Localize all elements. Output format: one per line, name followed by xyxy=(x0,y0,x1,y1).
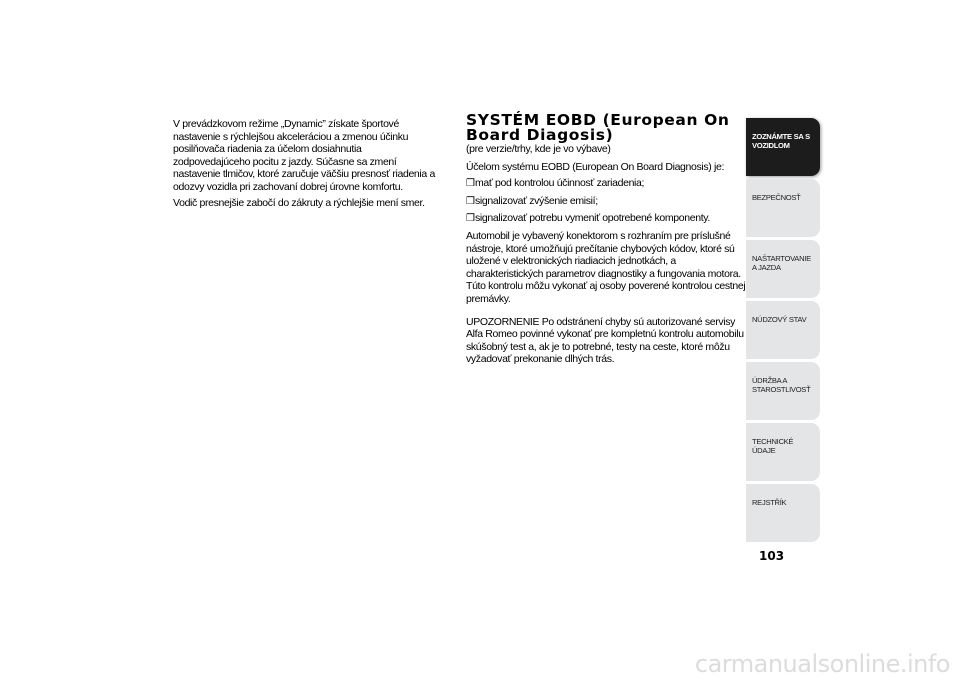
tab-rejstrik[interactable] xyxy=(746,484,820,542)
tab-technicke-udaje[interactable] xyxy=(746,423,820,481)
section-heading: SYSTÉM EOBD (European On Board Diagosis) xyxy=(466,111,730,144)
bullet-text: mať pod kontrolou účinnosť zariadenia; xyxy=(475,177,645,190)
warning-paragraph: UPOZORNENIE Po odstránení chyby sú autorizované servisy Alfa Romeo povinné vykonať pre kompletnú kontrolu automobilu skúšobný test a, ak je to potrebné, testy na ceste, ktoré môžu vyžadovať prekonanie dlhých trás. xyxy=(466,315,744,366)
checkbox-bullet-icon: ❒ xyxy=(466,213,475,225)
bullet-item xyxy=(466,177,746,191)
checkbox-bullet-icon: ❒ xyxy=(466,178,475,190)
right-column xyxy=(466,113,746,370)
checkbox-bullet-icon: ❒ xyxy=(466,195,475,207)
tab-label: NAŠTARTOVANIE A JAZDA xyxy=(752,254,811,272)
page-number: 103 xyxy=(759,549,785,563)
tab-nudzovy-stav[interactable] xyxy=(746,301,820,359)
tab-nastartovanie-a-jazda[interactable] xyxy=(746,240,820,298)
tab-label: TECHNICKÉ ÚDAJE xyxy=(752,437,794,455)
tab-label: ÚDRŽBA A STAROSTLIVOSŤ xyxy=(752,376,811,394)
tab-udrzba-a-starostlivost[interactable] xyxy=(746,362,820,420)
bullet-text: signalizovať potrebu vymeniť opotrebené komponenty. xyxy=(475,212,710,225)
watermark: carmanualsonline.info xyxy=(694,650,950,678)
tab-label: ZOZNÁMTE SA S VOZIDLOM xyxy=(752,132,810,150)
bullet-item xyxy=(466,212,746,226)
left-column xyxy=(173,118,441,212)
tab-label: REJSTŘÍK xyxy=(752,498,787,507)
chapter-tabs xyxy=(746,118,820,545)
tab-label: BEZPEČNOSŤ xyxy=(752,193,801,202)
dynamic-mode-paragraph: V prevádzkovom režime „Dynamic” získate športové nastavenie s rýchlejšou akceleráciou a zmenou účinku posilňovača riadenia za účelom dosiahnutia zodpovedajúceho pocitu z jazdy. Súčasne sa zmení nastavenie tlmičov, ktoré zaručuje väčšiu presnosť riadenia a odozvy vozidla pri zachovaní dobrej úrovne komfortu. xyxy=(173,118,435,193)
steering-paragraph: Vodič presnejšie zabočí do zákruty a rýchlejšie mení smer. xyxy=(173,196,425,209)
tab-zoznamte-sa-s-vozidlom[interactable] xyxy=(746,118,820,176)
tab-bezpecnost[interactable] xyxy=(746,179,820,237)
section-subtitle: (pre verzie/trhy, kde je vo výbave) xyxy=(466,143,611,155)
intro-text: Účelom systému EOBD (European On Board Diagnosis) je: xyxy=(466,160,725,173)
tab-label: NÚDZOVÝ STAV xyxy=(752,315,807,324)
bullet-text: signalizovať zvýšenie emisií; xyxy=(475,194,598,207)
bullet-item xyxy=(466,195,746,209)
connector-paragraph: Automobil je vybavený konektorom s rozhraním pre príslušné nástroje, ktoré umožňujú prečítanie chybových kódov, ktoré sú uložené v elektronických riadiacich jednotkách, a charakteristických parametrov diagnostiky a fungovania motora. Túto kontrolu môžu vykonať aj osoby poverené kontrolou cestnej premávky. xyxy=(466,229,746,305)
